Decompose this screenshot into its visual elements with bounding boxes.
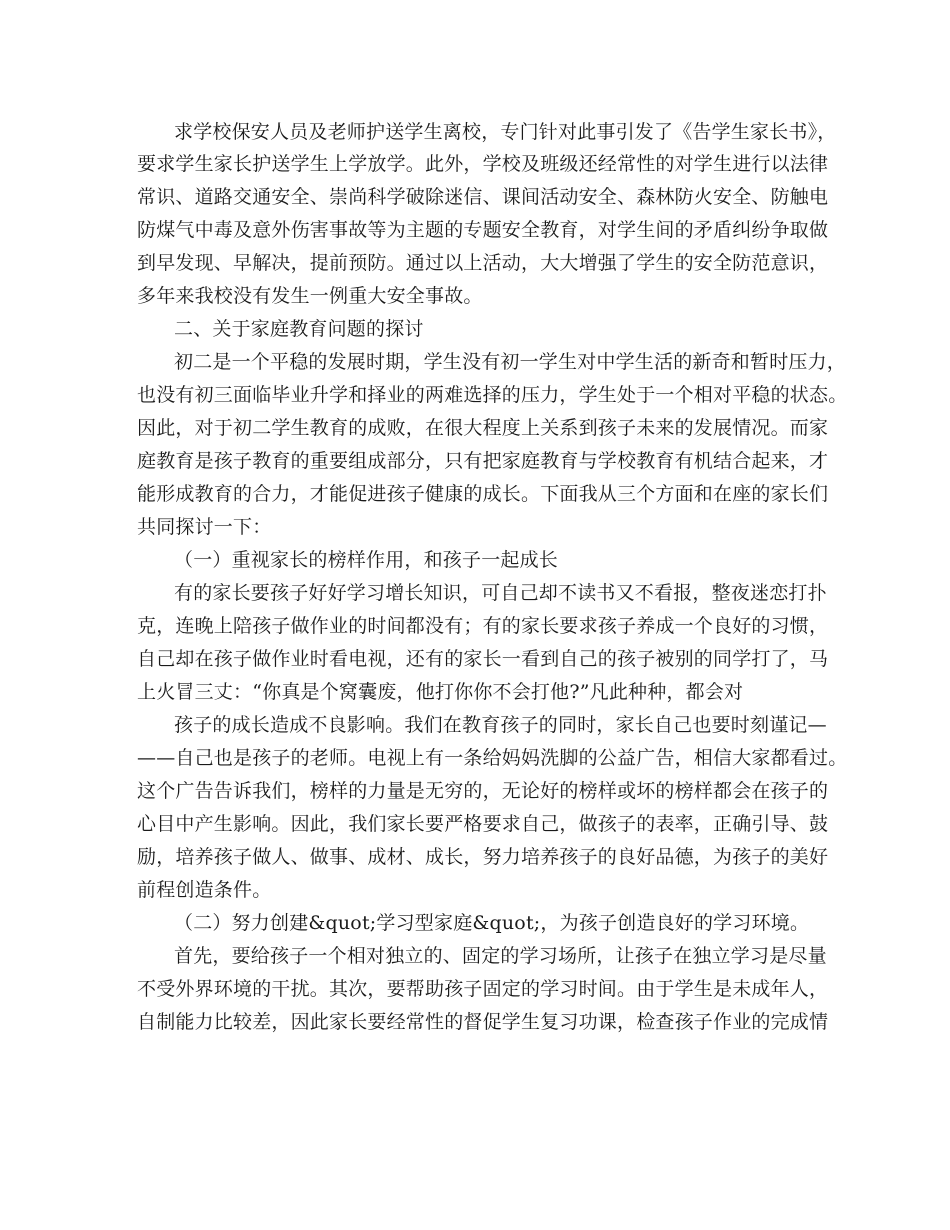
text-line: 能形成教育的合力，才能促进孩子健康的成长。下面我从三个方面和在座的家长们 bbox=[137, 483, 829, 505]
text-line: 首先，要给孩子一个相对独立的、固定的学习场所，让孩子在独立学习是尽量 bbox=[174, 945, 827, 967]
subsection-heading: （一）重视家长的榜样作用，和孩子一起成长 bbox=[174, 549, 559, 571]
text-line: 励，培养孩子做人、做事、成材、成长，努力培养孩子的良好品德，为孩子的美好 bbox=[137, 846, 829, 868]
text-line: 共同探讨一下： bbox=[137, 516, 272, 538]
text-line: 上火冒三丈：“你真是个窝囊废，他打你你不会打他?”凡此种种，都会对 bbox=[137, 681, 744, 703]
text-line: ——自己也是孩子的老师。电视上有一条给妈妈洗脚的公益广告，相信大家都看过。 bbox=[137, 747, 848, 769]
text-line: 常识、道路交通安全、崇尚科学破除迷信、课间活动安全、森林防火安全、防触电 bbox=[137, 186, 829, 208]
text-line: 到早发现、早解决，提前预防。通过以上活动，大大增强了学生的安全防范意识， bbox=[137, 252, 829, 274]
section-heading: 二、关于家庭教育问题的探讨 bbox=[174, 318, 424, 340]
text-line: 多年来我校没有发生一例重大安全事故。 bbox=[137, 285, 483, 307]
text-line: 这个广告告诉我们，榜样的力量是无穷的，无论好的榜样或坏的榜样都会在孩子的 bbox=[137, 780, 829, 802]
text-line: 心目中产生影响。因此，我们家长要严格要求自己，做孩子的表率，正确引导、鼓 bbox=[137, 813, 829, 835]
text-line: 孩子的成长造成不良影响。我们在教育孩子的同时，家长自己也要时刻谨记— bbox=[174, 714, 827, 736]
text-line: 不受外界环境的干扰。其次，要帮助孩子固定的学习时间。由于学生是未成年人， bbox=[137, 978, 829, 1000]
text-line: 庭教育是孩子教育的重要组成部分，只有把家庭教育与学校教育有机结合起来，才 bbox=[137, 450, 829, 472]
text-line: 初二是一个平稳的发展时期，学生没有初一学生对中学生活的新奇和暂时压力， bbox=[174, 351, 847, 373]
text-line: 前程创造条件。 bbox=[137, 879, 272, 901]
text-line: 防煤气中毒及意外伤害事故等为主题的专题安全教育，对学生间的矛盾纠纷争取做 bbox=[137, 219, 829, 241]
text-line: 克，连晚上陪孩子做作业的时间都没有；有的家长要求孩子养成一个良好的习惯， bbox=[137, 615, 829, 637]
text-line: 求学校保安人员及老师护送学生离校，专门针对此事引发了《告学生家长书》， bbox=[174, 121, 837, 143]
text-line: 自制能力比较差，因此家长要经常性的督促学生复习功课，检查孩子作业的完成情 bbox=[137, 1011, 829, 1033]
text-line: 有的家长要孩子好好学习增长知识，可自己却不读书又不看报，整夜迷恋打扑 bbox=[174, 582, 827, 604]
text-line: 要求学生家长护送学生上学放学。此外，学校及班级还经常性的对学生进行以法律 bbox=[137, 153, 829, 175]
text-line: 自己却在孩子做作业时看电视，还有的家长一看到自己的孩子被别的同学打了，马 bbox=[137, 648, 829, 670]
text-line: 也没有初三面临毕业升学和择业的两难选择的压力，学生处于一个相对平稳的状态。 bbox=[137, 384, 848, 406]
text-line: 因此，对于初二学生教育的成败，在很大程度上关系到孩子未来的发展情况。而家 bbox=[137, 417, 829, 439]
subsection-heading: （二）努力创建&quot;学习型家庭&quot;，为孩子创造良好的学习环境。 bbox=[174, 912, 810, 934]
